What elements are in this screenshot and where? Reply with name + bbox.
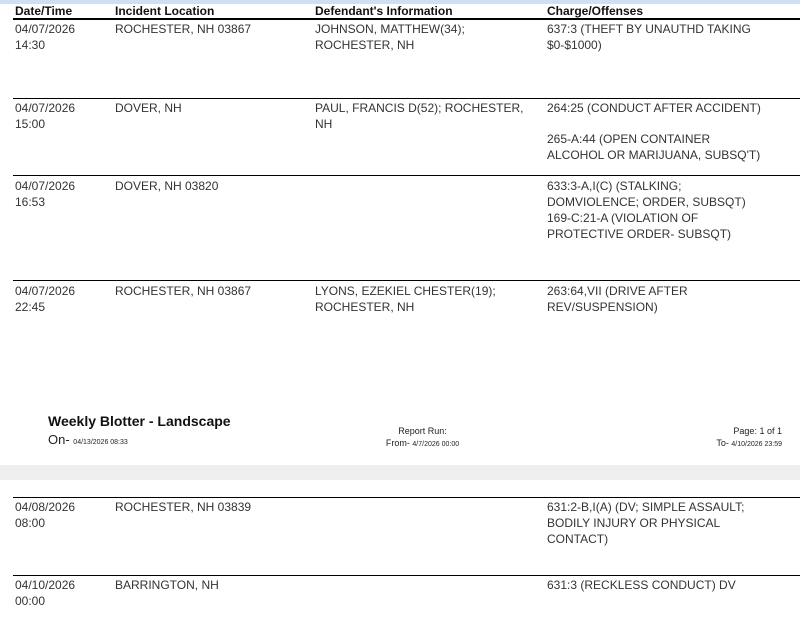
report-on-date: 04/13/2026 08:33 [73, 439, 128, 446]
from-date: 4/7/2026 00:00 [412, 441, 460, 448]
report-on: On- 04/13/2026 08:33 [48, 432, 128, 447]
header-defendant: Defendant's Information [315, 4, 453, 18]
row-location: ROCHESTER, NH 03839 [115, 500, 252, 514]
row-charge: 633:3-A,I(C) (STALKING; DOMVIOLENCE; ORDER, SUBSQT) 169-C:21-A (VIOLATION OF PROTECTIVE ORDER- SUBSQT) [547, 179, 746, 241]
report-title: Weekly Blotter - Landscape [48, 413, 231, 429]
header-rule [13, 18, 800, 20]
page-separator [0, 465, 800, 480]
row-location: ROCHESTER, NH 03867 [115, 284, 252, 298]
row-location: BARRINGTON, NH [115, 578, 219, 592]
header-datetime: Date/Time [15, 4, 73, 18]
row-charge: 264:25 (CONDUCT AFTER ACCIDENT) [547, 101, 761, 115]
to-label: To- [716, 438, 729, 448]
row-datetime: 04/10/2026 00:00 [15, 578, 76, 608]
header-location: Incident Location [115, 4, 215, 18]
row-charge: 631:3 (RECKLESS CONDUCT) DV [547, 578, 736, 592]
row-datetime: 04/07/2026 16:53 [15, 179, 76, 209]
report-run-label: Report Run: [398, 426, 447, 436]
row-datetime: 04/07/2026 15:00 [15, 101, 76, 131]
row-divider [13, 497, 800, 498]
page-label: Page: [733, 426, 757, 436]
row-defendant: JOHNSON, MATTHEW(34); ROCHESTER, NH [315, 22, 465, 52]
row-location: ROCHESTER, NH 03867 [115, 22, 252, 36]
to-date: 4/10/2026 23:59 [731, 441, 782, 448]
row-charge: 637:3 (THEFT BY UNAUTHD TAKING $0-$1000) [547, 22, 751, 52]
page-info [716, 425, 782, 451]
row-datetime: 04/07/2026 14:30 [15, 22, 76, 52]
row-divider [13, 98, 800, 99]
row-defendant: PAUL, FRANCIS D(52); ROCHESTER, NH [315, 101, 524, 131]
from-label: From- [385, 438, 410, 448]
row-charge: 263:64,VII (DRIVE AFTER REV/SUSPENSION) [547, 284, 688, 314]
row-datetime: 04/07/2026 22:45 [15, 284, 76, 314]
row-charge: 631:2-B,I(A) (DV; SIMPLE ASSAULT; BODILY INJURY OR PHYSICAL CONTACT) [547, 500, 745, 546]
row-divider [13, 575, 800, 576]
row-location: DOVER, NH 03820 [115, 179, 219, 193]
row-divider [13, 280, 800, 281]
row-datetime: 04/08/2026 08:00 [15, 500, 76, 530]
row-defendant: LYONS, EZEKIEL CHESTER(19); ROCHESTER, NH [315, 284, 496, 314]
page-number: 1 of 1 [759, 426, 782, 436]
report-run [300, 425, 545, 451]
row-location: DOVER, NH [115, 101, 182, 115]
row-divider [13, 175, 800, 176]
header-charges: Charge/Offenses [547, 4, 644, 18]
row-charge: 265-A:44 (OPEN CONTAINER ALCOHOL OR MARIJUANA, SUBSQ'T) [547, 132, 761, 162]
